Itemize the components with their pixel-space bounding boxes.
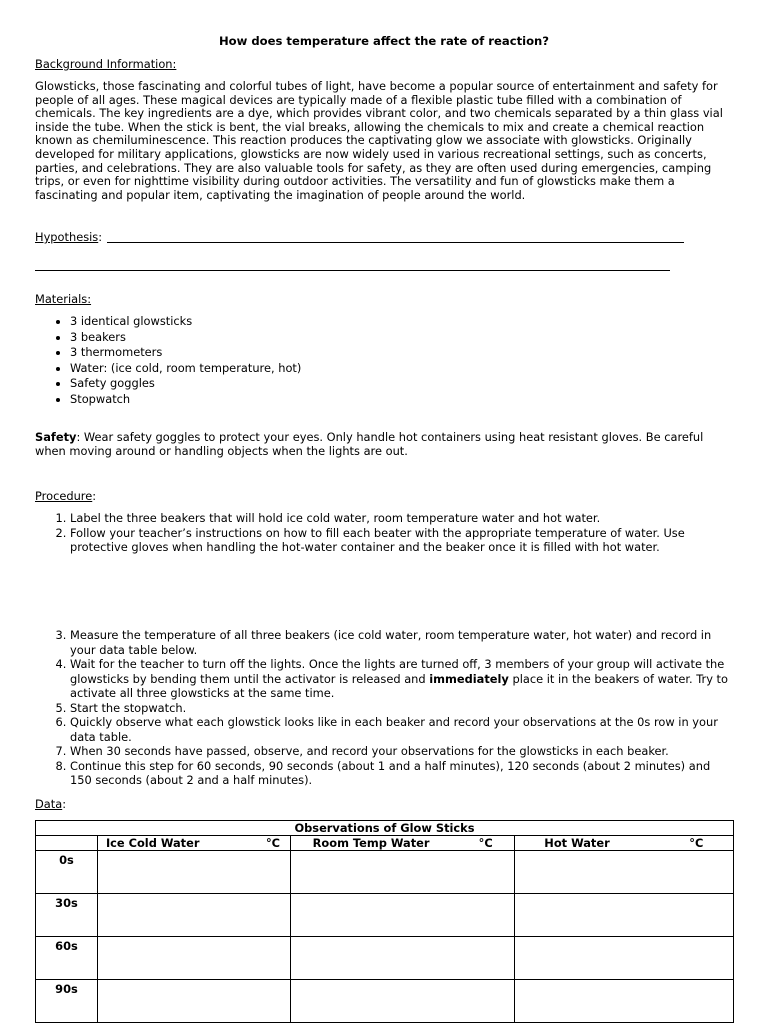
row-header-blank: [36, 836, 98, 851]
list-item: • 3 thermometers: [70, 345, 301, 361]
table-cell[interactable]: [97, 980, 290, 1023]
column-label: Ice Cold Water: [105, 836, 200, 850]
table-cell[interactable]: [290, 851, 515, 894]
unit-label: °C: [689, 836, 704, 850]
list-item: • Water: (ice cold, room temperature, hot): [70, 361, 301, 377]
materials-heading: Materials:: [35, 292, 92, 306]
list-item: 5. Start the stopwatch.: [70, 701, 735, 716]
materials-list: [35, 314, 301, 407]
table-cell[interactable]: [515, 937, 734, 980]
data-colon: :: [62, 797, 67, 811]
data-heading: [35, 797, 66, 811]
table-cell[interactable]: [97, 851, 290, 894]
data-word: Data: [35, 797, 63, 811]
safety-label: Safety: [35, 430, 77, 444]
table-row: [36, 894, 734, 937]
column-header-room: [290, 836, 515, 851]
table-cell[interactable]: [290, 980, 515, 1023]
hypothesis-line-1[interactable]: [107, 242, 684, 243]
procedure-heading: [35, 489, 96, 503]
row-label: 90s: [36, 980, 98, 1023]
list-item: • Stopwatch: [70, 392, 301, 408]
list-item: 7. When 30 seconds have passed, observe, and record your observations for the glowsticks in each beaker.: [70, 744, 735, 759]
safety-text: : Wear safety goggles to protect your eyes. Only handle hot containers using heat resistant gloves. Be careful when moving around or handling objects when the lights are out.: [35, 430, 704, 458]
page-title: How does temperature affect the rate of reaction?: [218, 34, 550, 48]
column-header-hot: [515, 836, 734, 851]
table-title: Observations of Glow Sticks: [36, 821, 734, 836]
list-item: 1. Label the three beakers that will hold ice cold water, room temperature water and hot water.: [70, 511, 735, 526]
hypothesis-colon: :: [98, 230, 103, 244]
table-cell[interactable]: [97, 937, 290, 980]
list-item: [70, 657, 735, 701]
row-label: 0s: [36, 851, 98, 894]
table-cell[interactable]: [97, 894, 290, 937]
step4-text-a: Wait for the teacher to turn off the lights. Once the lights are turned off, 3 members of your group will activate the glowsticks by bending them until the activator is released and: [70, 657, 725, 686]
list-item: 8. Continue this step for 60 seconds, 90 seconds (about 1 and a half minutes), 120 seconds (about 2 minutes) and 150 seconds (about 2 and a half minutes).: [70, 759, 735, 788]
table-cell[interactable]: [515, 894, 734, 937]
step4-bold: immediately: [429, 671, 509, 686]
background-text: Glowsticks, those fascinating and colorful tubes of light, have become a popular source of entertainment and safety for people of all ages. These magical devices are typically made of a flexible plastic tube filled with a combination of chemicals. The key ingredients are a dye, which provides vibrant color, and two chemicals separated by a thin glass vial inside the tube. When the stick is bent, the vial breaks, allowing the chemicals to mix and create a chemical reaction known as chemiluminescence. This reaction produces the captivating glow we associate with glowsticks. Originally developed for military applications, glowsticks are now widely used in various recreational settings, such as concerts, parties, and celebrations. They are also valuable tools for safety, as they are often used during emergencies, camping trips, or even for nighttime visibility during outdoor activities. The versatility and fun of glowsticks make them a fascinating and popular item, captivating the imagination of people around the world.: [35, 79, 723, 202]
table-cell[interactable]: [290, 894, 515, 937]
list-item: 6. Quickly observe what each glowstick looks like in each beaker and record your observations at the 0s row in your data table.: [70, 715, 735, 744]
procedure-colon: :: [92, 489, 97, 503]
column-label: Room Temp Water: [312, 836, 430, 850]
row-label: 60s: [36, 937, 98, 980]
observations-table: [35, 820, 734, 1023]
table-row: [36, 980, 734, 1023]
table-cell[interactable]: [515, 980, 734, 1023]
column-label: Hot Water: [544, 836, 610, 850]
background-heading: Background Information:: [35, 57, 177, 71]
unit-label: °C: [265, 836, 280, 850]
table-cell[interactable]: [290, 937, 515, 980]
procedure-steps-b: [35, 628, 735, 788]
table-row: [36, 851, 734, 894]
hypothesis-word: Hypothesis: [35, 230, 99, 244]
list-item: • 3 identical glowsticks: [70, 314, 301, 330]
table-cell[interactable]: [515, 851, 734, 894]
hypothesis-line-2[interactable]: [35, 270, 670, 271]
safety-note: [35, 431, 735, 458]
row-label: 30s: [36, 894, 98, 937]
list-item: 3. Measure the temperature of all three beakers (ice cold water, room temperature water, hot water) and record in your data table below.: [70, 628, 735, 657]
hypothesis-label: [35, 230, 102, 244]
list-item: • 3 beakers: [70, 330, 301, 346]
column-header-ice: [97, 836, 290, 851]
unit-label: °C: [478, 836, 493, 850]
table-row: [36, 937, 734, 980]
step4-text-b: place it in the beakers of water. Try to activate all three glowsticks at the same time.: [70, 671, 728, 700]
procedure-word: Procedure: [35, 489, 93, 503]
list-item: • Safety goggles: [70, 376, 301, 392]
procedure-steps-a: [35, 511, 735, 555]
list-item: 2. Follow your teacher’s instructions on how to fill each beater with the appropriate temperature of water. Use protective gloves when handling the hot-water container and the beaker once it is filled with hot water.: [70, 526, 735, 555]
